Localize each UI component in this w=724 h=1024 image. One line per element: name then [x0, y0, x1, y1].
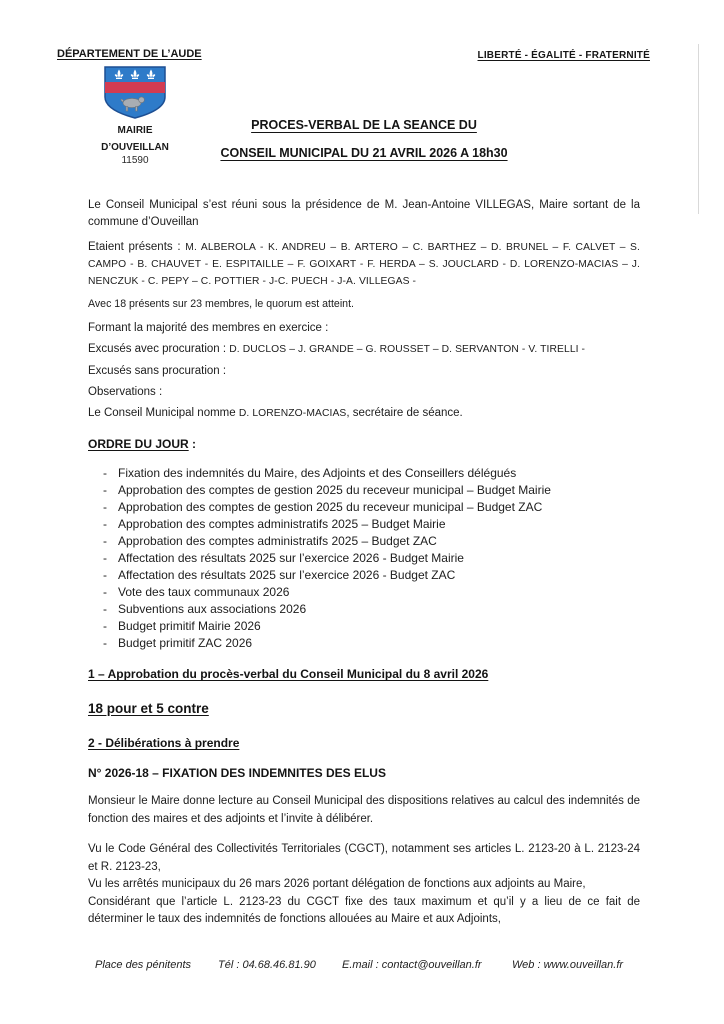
agenda-item: - Approbation des comptes administratifs 2025 – Budget ZAC	[88, 533, 640, 550]
vu-arretes: Vu les arrêtés municipaux du 26 mars 2026 portant délégation de fonctions aux adjoints au Maire,	[88, 878, 586, 891]
bullet-dash: -	[103, 466, 107, 480]
excused-with-label: Excusés avec procuration :	[88, 343, 230, 355]
bullet-dash: -	[103, 500, 107, 514]
bullet-dash: -	[103, 585, 107, 599]
considerant: Considérant que l’article L. 2123-23 du CGCT fixe des taux maximum et qu’il y a lieu de ce fait de déterminer le taux des indemnités de fonctions allouées au Maire et aux Adjoints,	[88, 895, 640, 926]
present-members-paragraph	[88, 239, 640, 290]
agenda-item: - Approbation des comptes de gestion 2025 du receveur municipal – Budget Mairie	[88, 482, 640, 499]
section1-heading: 1 – Approbation du procès-verbal du Conseil Municipal du 8 avril 2026	[88, 667, 489, 681]
footer-website: Web : www.ouveillan.fr	[512, 959, 624, 971]
agenda-item: - Affectation des résultats 2025 sur l’exercice 2026 - Budget Mairie	[88, 550, 640, 567]
present-names: M. ALBEROLA - K. ANDREU – B. ARTERO – C. BARTHEZ – D. BRUNEL – F. CALVET – S. CAMPO - B. CHAUVET - E. ESPITAILLE – F. GOIXART - F. HERDA – S. JOUCLARD - D. LORENZO-MACIAS – J. NENCZUK - C. PEPY – C. POTTIER - J-C. PUECH - J-A. VILLEGAS -	[88, 242, 640, 287]
mairie-name-line1: MAIRIE	[117, 125, 153, 136]
observations-line: Observations :	[88, 386, 163, 398]
postal-code: 11590	[121, 155, 149, 166]
present-label: Etaient présents :	[88, 241, 186, 253]
section2-heading: 2 - Délibérations à prendre	[88, 736, 240, 750]
bullet-dash: -	[103, 602, 107, 616]
footer-phone: Tél : 04.68.46.81.90	[218, 959, 316, 971]
opening-paragraph: Le Conseil Municipal s’est réuni sous la présidence de M. Jean-Antoine VILLEGAS, Maire sortant de la commune d’Ouveillan	[88, 199, 640, 228]
page-footer	[0, 959, 724, 979]
agenda-item: - Approbation des comptes administratifs 2025 – Budget Mairie	[88, 516, 640, 533]
document-body	[88, 197, 640, 929]
bullet-dash: -	[103, 517, 107, 531]
agenda-item: - Budget primitif Mairie 2026	[88, 618, 640, 635]
deliberation-reference: N° 2026-18 – FIXATION DES INDEMNITES DES ELUS	[88, 766, 386, 780]
legal-considerations-paragraph	[88, 841, 640, 929]
vote-result: 18 pour et 5 contre	[88, 701, 209, 716]
footer-address: Place des pénitents	[95, 959, 192, 971]
bullet-dash: -	[103, 534, 107, 548]
quorum-line: Avec 18 présents sur 23 membres, le quorum est atteint.	[88, 298, 354, 310]
agenda-heading: ORDRE DU JOUR :	[88, 437, 197, 451]
document-title-block	[88, 118, 640, 160]
title-line1: PROCES-VERBAL DE LA SEANCE DU	[251, 118, 477, 132]
secretary-line	[88, 405, 640, 422]
agenda-item: - Vote des taux communaux 2026	[88, 584, 640, 601]
secretary-prefix: Le Conseil Municipal nomme	[88, 407, 239, 419]
secretary-name: D. LORENZO-MACIAS	[238, 408, 347, 419]
coat-of-arms-icon	[103, 66, 167, 120]
footer-email: E.mail : contact@ouveillan.fr	[342, 959, 482, 971]
agenda-item: - Budget primitif ZAC 2026	[88, 635, 640, 652]
bullet-dash: -	[103, 568, 107, 582]
agenda-list	[88, 465, 640, 652]
agenda-item: - Affectation des résultats 2025 sur l’exercice 2026 - Budget ZAC	[88, 567, 640, 584]
majority-line: Formant la majorité des membres en exercice :	[88, 322, 329, 334]
scan-artifact-line	[698, 44, 699, 214]
bullet-dash: -	[103, 551, 107, 565]
agenda-item: - Fixation des indemnités du Maire, des Adjoints et des Conseillers délégués	[88, 465, 640, 482]
vu-cgct: Vu le Code Général des Collectivités Territoriales (CGCT), notamment ses articles L. 2123-20 à L. 2123-24 et R. 2123-23,	[88, 843, 640, 873]
agenda-item: - Approbation des comptes de gestion 2025 du receveur municipal – Budget ZAC	[88, 499, 640, 516]
excused-with-proxy-line	[88, 341, 640, 358]
department-header: DÉPARTEMENT DE L’AUDE	[57, 48, 202, 60]
secretary-suffix: , secrétaire de séance.	[346, 407, 463, 419]
mairie-name-line2: D’OUVEILLAN	[101, 142, 169, 153]
excused-with-names: D. DUCLOS – J. GRANDE – G. ROUSSET – D. SERVANTON - V. TIRELLI -	[229, 344, 586, 355]
lecture-paragraph: Monsieur le Maire donne lecture au Conseil Municipal des dispositions relatives au calcul des indemnités de fonction des maires et des adjoints et l’invite à délibérer.	[88, 795, 640, 825]
red-band	[105, 82, 165, 93]
bullet-dash: -	[103, 483, 107, 497]
title-line2: CONSEIL MUNICIPAL DU 21 AVRIL 2026 A 18h30	[220, 146, 508, 160]
agenda-item: - Subventions aux associations 2026	[88, 601, 640, 618]
bullet-dash: -	[103, 619, 107, 633]
republic-motto: LIBERTÉ - ÉGALITÉ - FRATERNITÉ	[477, 50, 650, 61]
excused-without-proxy-line: Excusés sans procuration :	[88, 365, 227, 377]
bullet-dash: -	[103, 636, 107, 650]
